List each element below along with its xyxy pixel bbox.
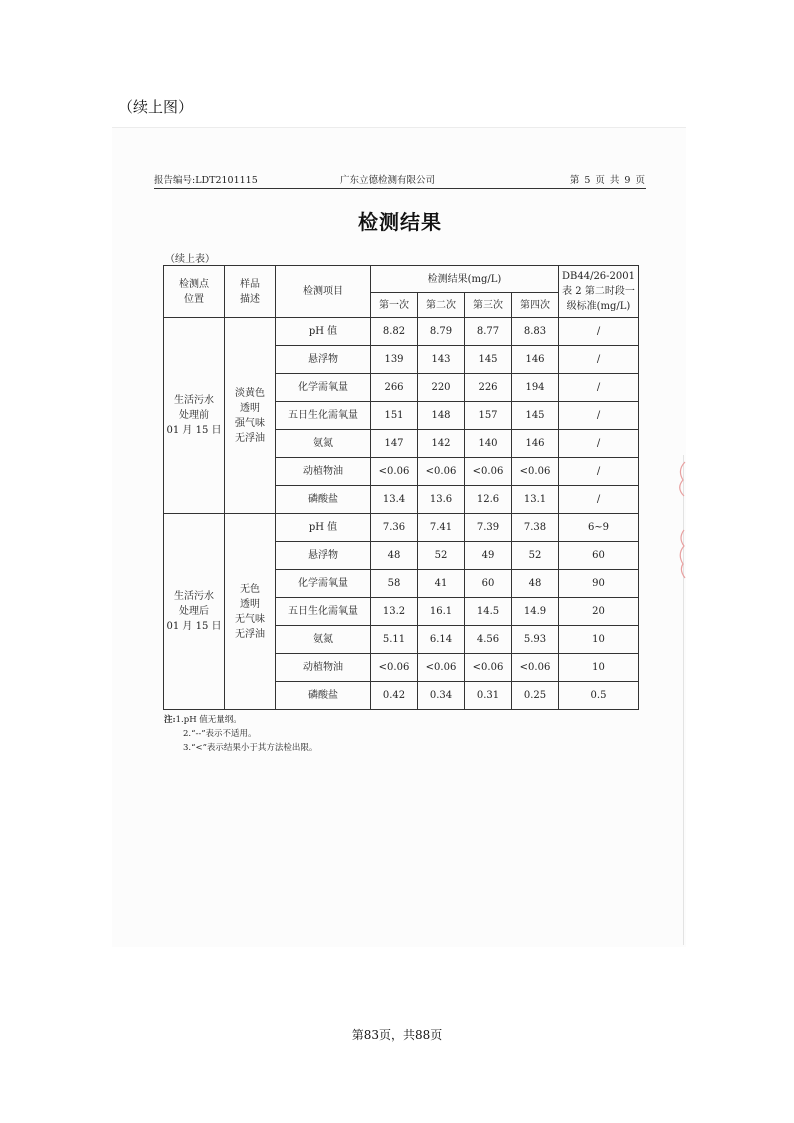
value-cell: 8.82	[371, 318, 418, 346]
item-cell: 悬浮物	[276, 542, 371, 570]
header-round: 第二次	[418, 293, 465, 318]
company-name: 广东立德检测有限公司	[340, 175, 436, 186]
item-cell: 化学需氧量	[276, 374, 371, 402]
location-cell-line: 生活污水	[174, 591, 214, 602]
value-cell: 8.77	[465, 318, 512, 346]
item-cell: 五日生化需氧量	[276, 402, 371, 430]
sample-cell	[225, 318, 276, 514]
continued-label: （续上表）	[165, 254, 215, 265]
header-sample	[225, 266, 276, 318]
value-cell: 13.6	[418, 486, 465, 514]
value-cell: 147	[371, 430, 418, 458]
item-cell: 悬浮物	[276, 346, 371, 374]
header-round: 第四次	[512, 293, 559, 318]
sample-cell-line: 无色	[240, 583, 260, 595]
header-rule	[154, 188, 646, 189]
value-cell: <0.06	[418, 654, 465, 682]
location-cell-line: 01 月 15 日	[166, 621, 222, 632]
item-cell: 五日生化需氧量	[276, 598, 371, 626]
value-cell: 142	[418, 430, 465, 458]
value-cell: 8.79	[418, 318, 465, 346]
value-cell: 4.56	[465, 626, 512, 654]
sample-cell-line: 无浮油	[235, 432, 265, 444]
item-cell: 动植物油	[276, 654, 371, 682]
sample-cell-line: 强气味	[235, 417, 265, 429]
value-cell: <0.06	[371, 458, 418, 486]
header-location-line: 位置	[184, 293, 204, 305]
value-cell: <0.06	[465, 654, 512, 682]
header-location	[164, 266, 225, 318]
sample-cell-line: 透明	[240, 598, 260, 610]
page-caption: （续上图）	[118, 98, 194, 116]
item-cell: 动植物油	[276, 458, 371, 486]
value-cell: <0.06	[418, 458, 465, 486]
standard-cell: 10	[559, 654, 639, 682]
value-cell: 7.36	[371, 514, 418, 542]
standard-cell: /	[559, 458, 639, 486]
value-cell: 60	[465, 570, 512, 598]
notes	[164, 713, 317, 755]
sample-cell-line: 无浮油	[235, 628, 265, 640]
standard-cell: /	[559, 374, 639, 402]
value-cell: 0.25	[512, 682, 559, 710]
location-cell-line: 处理后	[179, 606, 209, 617]
standard-cell: /	[559, 430, 639, 458]
value-cell: 13.4	[371, 486, 418, 514]
value-cell: 14.5	[465, 598, 512, 626]
report-page-info: 第 5 页 共 9 页	[569, 175, 646, 186]
value-cell: 58	[371, 570, 418, 598]
header-sample-line: 样品	[240, 278, 260, 290]
standard-cell: 6~9	[559, 514, 639, 542]
header-item: 检测项目	[276, 266, 371, 318]
report-number: 报告编号:LDT2101115	[154, 175, 258, 186]
value-cell: <0.06	[512, 458, 559, 486]
notes-label: 注:	[164, 715, 176, 725]
value-cell: 151	[371, 402, 418, 430]
value-cell: 194	[512, 374, 559, 402]
value-cell: <0.06	[371, 654, 418, 682]
item-cell: pH 值	[276, 318, 371, 346]
value-cell: 226	[465, 374, 512, 402]
sample-cell	[225, 514, 276, 710]
standard-cell: 10	[559, 626, 639, 654]
value-cell: 266	[371, 374, 418, 402]
value-cell: 146	[512, 430, 559, 458]
results-table	[163, 265, 639, 710]
standard-cell: /	[559, 402, 639, 430]
standard-cell: /	[559, 318, 639, 346]
value-cell: 7.38	[512, 514, 559, 542]
value-cell: 48	[371, 542, 418, 570]
value-cell: 5.11	[371, 626, 418, 654]
value-cell: 49	[465, 542, 512, 570]
value-cell: 0.42	[371, 682, 418, 710]
item-cell: 化学需氧量	[276, 570, 371, 598]
value-cell: 7.39	[465, 514, 512, 542]
location-cell	[164, 318, 225, 514]
value-cell: 13.2	[371, 598, 418, 626]
header-location-line: 检测点	[179, 278, 209, 290]
value-cell: 12.6	[465, 486, 512, 514]
value-cell: 220	[418, 374, 465, 402]
header-standard-line: 级标准(mg/L)	[566, 301, 631, 312]
value-cell: 140	[465, 430, 512, 458]
sample-cell-line: 透明	[240, 402, 260, 414]
value-cell: 148	[418, 402, 465, 430]
sample-cell-line: 淡黄色	[235, 387, 265, 399]
item-cell: 氨氮	[276, 430, 371, 458]
standard-cell: 90	[559, 570, 639, 598]
sample-cell-line: 无气味	[235, 613, 265, 625]
item-cell: 磷酸盐	[276, 682, 371, 710]
value-cell: 6.14	[418, 626, 465, 654]
header-sample-line: 描述	[240, 293, 260, 305]
value-cell: 0.34	[418, 682, 465, 710]
table-row	[164, 514, 639, 542]
header-results: 检测结果(mg/L)	[371, 266, 559, 293]
value-cell: 13.1	[512, 486, 559, 514]
header-standard-line: 表 2 第二时段一	[562, 286, 635, 297]
value-cell: 145	[465, 346, 512, 374]
location-cell	[164, 514, 225, 710]
note-item: 3.“<”表示结果小于其方法检出限。	[183, 743, 318, 753]
location-cell-line: 01 月 15 日	[166, 425, 222, 436]
value-cell: 145	[512, 402, 559, 430]
value-cell: 41	[418, 570, 465, 598]
value-cell: 52	[418, 542, 465, 570]
header-round: 第一次	[371, 293, 418, 318]
value-cell: 52	[512, 542, 559, 570]
scan-edge-top	[112, 127, 686, 128]
header-standard-line: DB44/26-2001	[561, 271, 635, 282]
value-cell: 8.83	[512, 318, 559, 346]
value-cell: <0.06	[512, 654, 559, 682]
value-cell: 157	[465, 402, 512, 430]
value-cell: 7.41	[418, 514, 465, 542]
value-cell: 16.1	[418, 598, 465, 626]
item-cell: pH 值	[276, 514, 371, 542]
location-cell-line: 生活污水	[174, 395, 214, 406]
value-cell: <0.06	[465, 458, 512, 486]
table-row	[164, 318, 639, 346]
item-cell: 磷酸盐	[276, 486, 371, 514]
value-cell: 14.9	[512, 598, 559, 626]
value-cell: 0.31	[465, 682, 512, 710]
header-round: 第三次	[465, 293, 512, 318]
location-cell-line: 处理前	[179, 410, 209, 421]
standard-cell: 20	[559, 598, 639, 626]
red-seal-fragment	[674, 460, 686, 580]
value-cell: 146	[512, 346, 559, 374]
value-cell: 48	[512, 570, 559, 598]
value-cell: 139	[371, 346, 418, 374]
header-standard	[559, 266, 639, 318]
page-footer: 第83页，共88页	[351, 1028, 443, 1042]
value-cell: 5.93	[512, 626, 559, 654]
standard-cell: 60	[559, 542, 639, 570]
report-title: 检测结果	[358, 210, 442, 234]
standard-cell: 0.5	[559, 682, 639, 710]
value-cell: 143	[418, 346, 465, 374]
standard-cell: /	[559, 346, 639, 374]
note-item: 1.pH 值无量纲。	[175, 715, 242, 725]
standard-cell: /	[559, 486, 639, 514]
note-item: 2.“--”表示不适用。	[183, 729, 257, 739]
item-cell: 氨氮	[276, 626, 371, 654]
